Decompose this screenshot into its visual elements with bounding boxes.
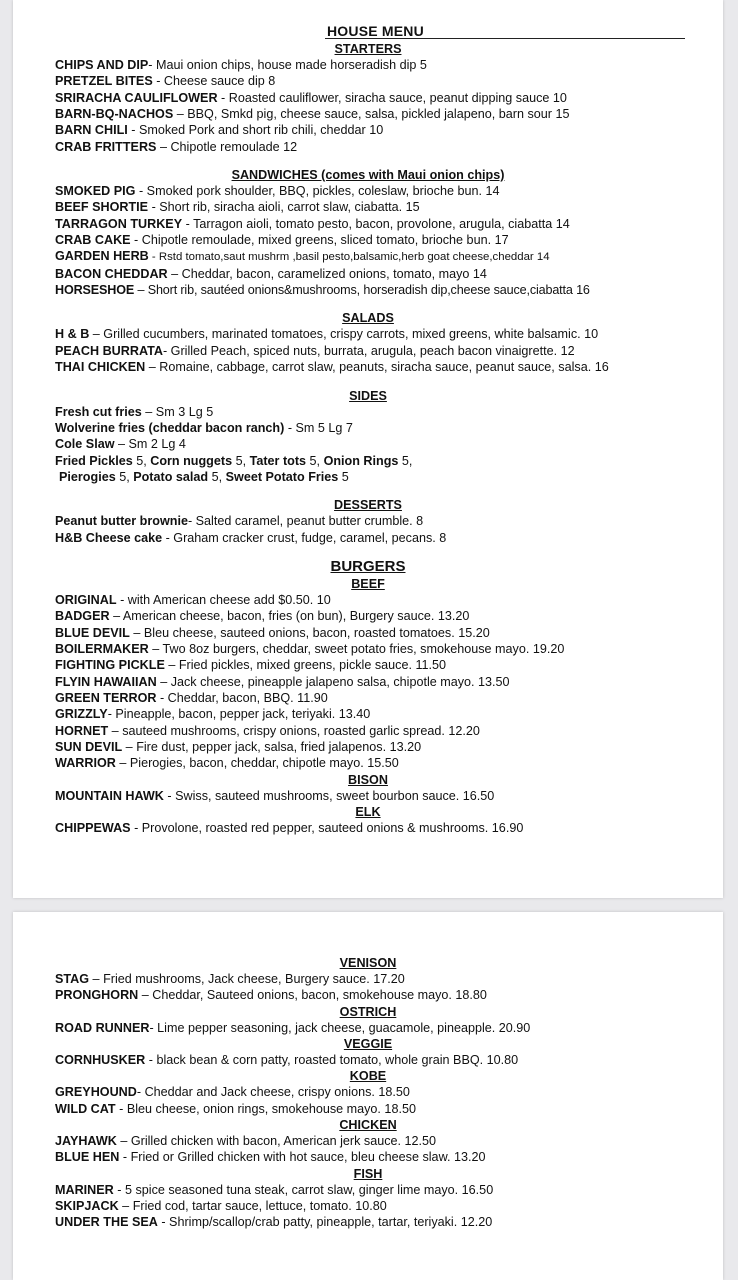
item-name: GREEN TERROR <box>55 690 157 705</box>
item-name: CORNHUSKER <box>55 1053 146 1068</box>
item-name: GARDEN HERB <box>55 249 149 264</box>
item-name: GRIZZLY <box>55 707 108 722</box>
menu-page-2 <box>13 912 723 1280</box>
item-name: CHIPS AND DIP <box>55 58 149 72</box>
section-heading-salads: SALADS <box>342 311 394 326</box>
item-name: THAI CHICKEN <box>55 360 146 375</box>
item-desc: – BBQ, Smkd pig, cheese sauce, salsa, pickled jalapeno, barn sour 15 <box>173 107 570 122</box>
item-name: MARINER <box>55 1182 114 1197</box>
menu-item <box>55 1133 703 1149</box>
item-desc: - Maui onion chips, house made horseradish dip 5 <box>148 58 427 72</box>
item-desc: - Roasted cauliflower, siracha sauce, peanut dipping sauce 10 <box>217 90 567 105</box>
item-desc: - Cheddar and Jack cheese, crispy onions. 18.50 <box>136 1085 410 1100</box>
menu-item <box>55 513 703 529</box>
item-name: SRIRACHA CAULIFLOWER <box>55 90 218 105</box>
beef-list <box>55 592 703 772</box>
item-desc: - Chipotle remoulade, mixed greens, sliced tomato, brioche bun. 17 <box>130 233 509 248</box>
item-desc: - Rstd tomato,saut mushrm ,basil pesto,balsamic,herb goat cheese,cheddar 14 <box>148 251 550 264</box>
item-desc: - Cheddar, bacon, BBQ. 11.90 <box>156 690 328 705</box>
item-name: Fresh cut fries <box>55 404 142 419</box>
item-desc: - Sm 5 Lg 7 <box>284 420 353 435</box>
item-name: SMOKED PIG <box>55 184 136 199</box>
subheading-ostrich: OSTRICH <box>339 1004 397 1019</box>
menu-item <box>55 453 703 469</box>
item-price: 5 <box>338 469 349 484</box>
item-name: UNDER THE SEA <box>55 1215 158 1230</box>
menu-item <box>55 326 703 342</box>
item-name: MOUNTAIN HAWK <box>55 788 164 803</box>
menu-header <box>55 23 703 41</box>
item-desc: – Grilled chicken with bacon, American jerk sauce. 12.50 <box>116 1134 437 1149</box>
item-name: Fried Pickles <box>55 453 133 468</box>
item-name: BLUE HEN <box>55 1150 120 1165</box>
item-price: 5, <box>208 469 226 484</box>
item-price: 5, <box>132 453 151 468</box>
item-desc: - 5 spice seasoned tuna steak, carrot slaw, ginger lime mayo. 16.50 <box>113 1182 494 1197</box>
section-heading-starters: STARTERS <box>334 42 402 56</box>
menu-item <box>55 420 703 436</box>
item-name: SKIPJACK <box>55 1199 119 1214</box>
starters-list <box>55 57 703 155</box>
menu-item <box>55 1182 703 1198</box>
item-name: Peanut butter brownie <box>55 514 188 529</box>
item-name: JAYHAWK <box>55 1134 117 1149</box>
menu-item <box>55 139 703 155</box>
item-desc: – Two 8oz burgers, cheddar, sweet potato fries, smokehouse mayo. 19.20 <box>148 641 565 656</box>
item-price: 5, <box>306 453 324 468</box>
item-desc: - Lime pepper seasoning, jack cheese, guacamole, pineapple. 20.90 <box>149 1020 531 1035</box>
item-price: 5, <box>398 453 413 468</box>
subheading-kobe: KOBE <box>349 1069 387 1084</box>
menu-item <box>55 1084 703 1100</box>
item-name: BADGER <box>55 609 110 624</box>
item-desc: - Graham cracker crust, fudge, caramel, pecans. 8 <box>162 530 447 545</box>
item-name: BACON CHEDDAR <box>55 266 168 281</box>
item-name: BARN CHILI <box>55 123 128 138</box>
menu-item <box>55 183 703 199</box>
menu-item <box>55 723 703 739</box>
menu-item <box>55 57 703 73</box>
menu-item <box>55 530 703 546</box>
menu-item <box>55 1214 703 1230</box>
item-desc: – Chipotle remoulade 12 <box>156 139 298 154</box>
item-desc: – Fire dust, pepper jack, salsa, fried jalapenos. 13.20 <box>122 740 422 754</box>
item-name: BLUE DEVIL <box>55 625 130 640</box>
menu-item <box>55 1101 703 1117</box>
item-price: 5, <box>115 469 134 484</box>
item-desc: - Bleu cheese, onion rings, smokehouse mayo. 18.50 <box>115 1101 416 1116</box>
item-desc: – Bleu cheese, sauteed onions, bacon, roasted tomatoes. 15.20 <box>129 625 490 640</box>
menu-item <box>55 216 703 232</box>
menu-item <box>55 1020 703 1036</box>
item-name: PEACH BURRATA <box>55 343 163 358</box>
subheading-veggie: VEGGIE <box>343 1037 393 1052</box>
item-desc: - Pineapple, bacon, pepper jack, teriyaki. 13.40 <box>107 707 371 722</box>
sandwiches-list <box>55 183 703 298</box>
item-name: CRAB FRITTERS <box>55 139 157 154</box>
menu-item <box>55 90 703 106</box>
item-name: Pierogies <box>59 469 116 484</box>
item-desc: – sauteed mushrooms, crispy onions, roasted garlic spread. 12.20 <box>108 723 480 738</box>
item-name: BARN-BQ-NACHOS <box>55 107 174 122</box>
item-desc: - Grilled Peach, spiced nuts, burrata, arugula, peach bacon vinaigrette. 12 <box>162 343 575 358</box>
item-desc: – Pierogies, bacon, cheddar, chipotle mayo. 15.50 <box>115 756 399 771</box>
item-desc: – Grilled cucumbers, marinated tomatoes, crispy carrots, mixed greens, white balsamic. 10 <box>89 327 599 342</box>
item-name: TARRAGON TURKEY <box>55 216 183 231</box>
item-desc: - Salted caramel, peanut butter crumble. 8 <box>187 514 424 529</box>
menu-item <box>55 657 703 673</box>
item-name: H & B <box>55 327 90 342</box>
item-name: BEEF SHORTIE <box>55 200 149 215</box>
item-desc: - Cheese sauce dip 8 <box>152 74 276 89</box>
item-name: SUN DEVIL <box>55 740 123 754</box>
menu-item <box>55 755 703 771</box>
menu-item <box>55 641 703 657</box>
menu-item <box>55 739 703 755</box>
item-name: PRETZEL BITES <box>55 74 153 89</box>
item-name: ORIGINAL <box>55 592 117 607</box>
menu-item <box>55 592 703 608</box>
subheading-beef: BEEF <box>351 576 385 591</box>
item-desc: – Fried mushrooms, Jack cheese, Burgery sauce. 17.20 <box>89 972 405 986</box>
menu-item <box>55 73 703 89</box>
section-heading-sandwiches: SANDWICHES (comes with Maui onion chips) <box>231 168 505 183</box>
item-name: H&B Cheese cake <box>55 530 163 545</box>
title-underline <box>325 38 685 39</box>
item-desc: – American cheese, bacon, fries (on bun), Burgery sauce. 13.20 <box>109 609 470 624</box>
item-desc: - Smoked Pork and short rib chili, cheddar 10 <box>127 123 384 138</box>
item-desc: – Fried pickles, mixed greens, pickle sauce. 11.50 <box>164 658 447 673</box>
subheading-venison: VENISON <box>339 956 397 970</box>
menu-item <box>55 1052 703 1068</box>
section-heading-desserts: DESSERTS <box>334 498 402 513</box>
menu-item <box>55 343 703 359</box>
item-name: CRAB CAKE <box>55 233 131 248</box>
menu-content <box>55 0 703 836</box>
item-name: HORSESHOE <box>55 283 135 298</box>
item-desc: - Shrimp/scallop/crab patty, pineapple, tartar, teriyaki. 12.20 <box>157 1215 493 1230</box>
item-desc: - Swiss, sauteed mushrooms, sweet bourbon sauce. 16.50 <box>163 788 495 803</box>
menu-item <box>55 706 703 722</box>
item-desc: – Cheddar, bacon, caramelized onions, tomato, mayo 14 <box>167 266 487 281</box>
item-name: ROAD RUNNER <box>55 1020 150 1035</box>
item-name: BOILERMAKER <box>55 641 149 656</box>
menu-item <box>55 1149 703 1165</box>
item-name: WARRIOR <box>55 756 116 771</box>
item-desc: - Smoked pork shoulder, BBQ, pickles, coleslaw, brioche bun. 14 <box>135 184 500 199</box>
subheading-elk: ELK <box>355 805 381 820</box>
item-price: 5, <box>232 453 250 468</box>
item-name: Cole Slaw <box>55 437 115 452</box>
menu-item <box>55 971 703 987</box>
item-desc: - Fried or Grilled chicken with hot sauce, bleu cheese slaw. 13.20 <box>119 1150 486 1165</box>
menu-item <box>55 199 703 215</box>
menu-page-1 <box>13 0 723 898</box>
item-desc: – Sm 3 Lg 5 <box>141 404 214 419</box>
desserts-list <box>55 513 703 546</box>
item-name: CHIPPEWAS <box>55 821 131 836</box>
menu-item <box>55 1198 703 1214</box>
menu-item <box>55 987 703 1003</box>
section-heading-sides: SIDES <box>349 388 387 403</box>
item-desc: – Jack cheese, pineapple jalapeno salsa, chipotle mayo. 13.50 <box>156 674 510 689</box>
menu-title: HOUSE MENU <box>327 23 424 39</box>
menu-item <box>55 788 703 804</box>
item-desc: - Provolone, roasted red pepper, sauteed onions & mushrooms. 16.90 <box>130 821 524 836</box>
item-name: STAG <box>55 972 90 986</box>
menu-item <box>55 106 703 122</box>
item-desc: – Sm 2 Lg 4 <box>114 437 186 452</box>
menu-content-2 <box>55 955 703 1231</box>
subheading-fish: FISH <box>353 1166 383 1181</box>
menu-item <box>55 248 703 265</box>
menu-item <box>55 359 703 375</box>
item-name: Onion Rings <box>323 453 399 468</box>
menu-item <box>55 282 703 298</box>
menu-item <box>55 469 703 485</box>
item-name: Potato salad <box>133 469 209 484</box>
section-heading-burgers: BURGERS <box>330 557 406 575</box>
subheading-chicken: CHICKEN <box>339 1118 397 1133</box>
item-desc: – Cheddar, Sauteed onions, bacon, smokehouse mayo. 18.80 <box>138 988 487 1003</box>
menu-item <box>55 690 703 706</box>
item-desc: - Short rib, siracha aioli, carrot slaw, ciabatta. 15 <box>148 200 420 215</box>
menu-item <box>55 122 703 138</box>
item-name: FIGHTING PICKLE <box>55 658 165 673</box>
item-name: HORNET <box>55 723 109 738</box>
menu-item <box>55 674 703 690</box>
item-name: Wolverine fries (cheddar bacon ranch) <box>55 420 285 435</box>
item-name: Corn nuggets <box>150 453 233 468</box>
item-name: Tater tots <box>249 453 307 468</box>
menu-item <box>55 625 703 641</box>
item-name: FLYIN HAWAIIAN <box>55 674 157 689</box>
item-desc: - black bean & corn patty, roasted tomato, whole grain BBQ. 10.80 <box>145 1053 519 1068</box>
item-name: GREYHOUND <box>55 1085 137 1100</box>
salads-list <box>55 326 703 375</box>
menu-item <box>55 820 703 836</box>
item-desc: - Tarragon aioli, tomato pesto, bacon, provolone, arugula, ciabatta 14 <box>182 216 570 231</box>
item-name: WILD CAT <box>55 1101 116 1116</box>
menu-item <box>55 608 703 624</box>
menu-item <box>55 404 703 420</box>
menu-item <box>55 266 703 282</box>
item-desc: - with American cheese add $0.50. 10 <box>116 592 331 607</box>
subheading-bison: BISON <box>348 772 388 787</box>
menu-item <box>55 436 703 452</box>
item-name: Sweet Potato Fries <box>225 469 339 484</box>
item-desc: – Short rib, sautéed onions&mushrooms, horseradish dip,cheese sauce,ciabatta 16 <box>134 283 590 298</box>
item-name: PRONGHORN <box>55 988 139 1003</box>
item-desc: – Fried cod, tartar sauce, lettuce, tomato. 10.80 <box>118 1199 387 1214</box>
menu-item <box>55 232 703 248</box>
item-desc: – Romaine, cabbage, carrot slaw, peanuts, siracha sauce, peanut sauce, salsa. 16 <box>145 360 609 375</box>
sides-list <box>55 404 703 486</box>
